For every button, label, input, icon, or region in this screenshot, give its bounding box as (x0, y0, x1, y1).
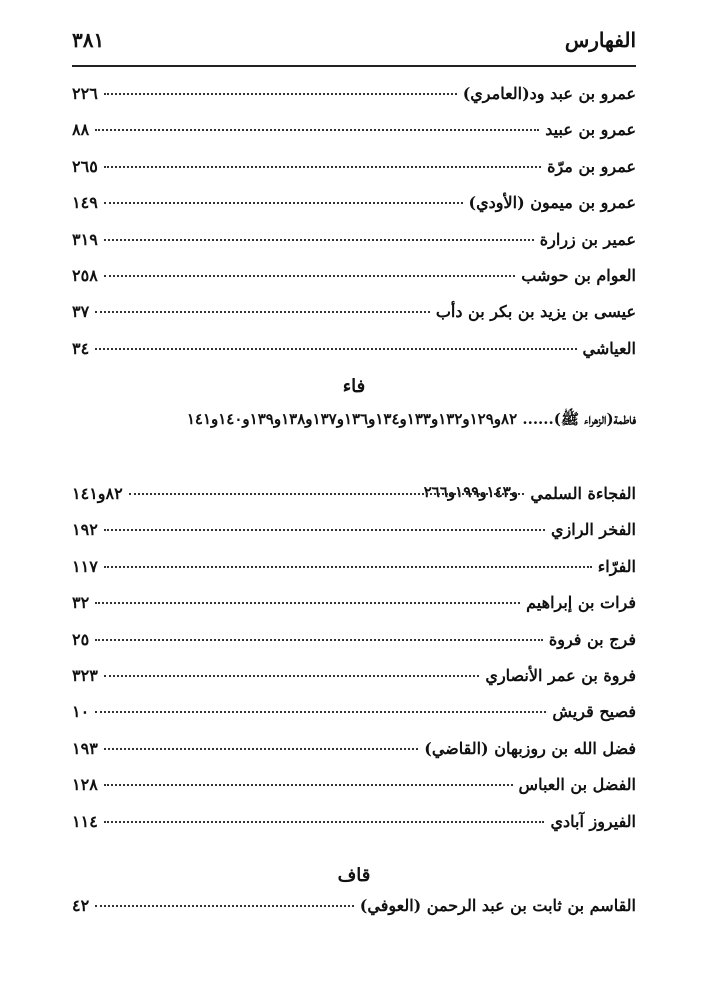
index-entry (72, 775, 636, 805)
entry-page-ref: ١١٧ (72, 556, 98, 576)
entry-name: فصيح قريش (552, 702, 636, 722)
entry-name: العوام بن حوشب (521, 266, 636, 285)
entry-name: عمرو بن عبد ود(العامري) (462, 84, 636, 103)
dot-leader (104, 93, 457, 95)
dot-leader (104, 166, 541, 168)
index-entry (72, 266, 636, 296)
dot-leader (95, 711, 546, 713)
index-entry (72, 484, 636, 514)
index-entry (72, 812, 636, 842)
section-heading-qaf: قاف (337, 865, 371, 886)
entry-name: عيسى بن يزيد بن بكر بن دأب (435, 302, 636, 322)
dot-leader (104, 275, 516, 277)
entry-name: فروة بن عمر الأنصاري (485, 666, 636, 685)
dot-leader (104, 784, 513, 786)
entry-name: الفجاءة السلمي (530, 484, 636, 503)
entry-page-ref: ٢٢٦ (72, 84, 98, 103)
running-header-title: الفهارس (564, 28, 636, 52)
index-entry (72, 666, 636, 696)
entry-page-ref: ٣١٩ (72, 229, 98, 249)
index-entry (72, 339, 636, 369)
entry-page-ref: ١٢٨ (72, 775, 98, 795)
entry-name: عمير بن زرارة (539, 229, 636, 249)
entry-name: فضل الله بن روزبهان (القاضي) (424, 738, 636, 758)
entry-name: الفضل بن العباس (518, 775, 636, 795)
index-entry (72, 230, 636, 260)
entry-page-ref: ٢٥٨ (72, 266, 98, 285)
index-entry (72, 193, 636, 223)
section-heading-faa: فاء (342, 376, 366, 397)
page-number: ٣٨١ (72, 28, 105, 52)
dot-leader (104, 202, 463, 204)
dot-leader (95, 311, 430, 313)
index-entry (72, 896, 636, 926)
dot-leader (129, 493, 525, 495)
index-entry (72, 630, 636, 660)
header-rule (72, 65, 636, 67)
entry-page-ref: ٢٥ (72, 629, 90, 649)
entry-name: عمرو بن مرّة (547, 156, 636, 176)
entry-page-ref: ٨٢و١٤١ (72, 484, 123, 503)
entry-page-ref: ١١٤ (72, 811, 98, 831)
entry-name: الفرّاء (597, 556, 636, 576)
entry-name: القاسم بن ثابت بن عبد الرحمن (العوفي) (359, 896, 636, 915)
entry-name: العياشي (582, 338, 636, 358)
dot-leader (104, 239, 534, 241)
entry-name: عمرو بن ميمون (الأودي) (468, 193, 636, 213)
entry-name: الفيروز آبادي (550, 811, 636, 831)
dot-leader (104, 675, 480, 677)
entry-name: الفخر الرازي (551, 520, 636, 540)
entry-page-ref: ٢٦٥ (72, 156, 98, 176)
entry-page-ref: ١٩٣ (72, 738, 98, 758)
entry-page-ref: ٣٢٣ (72, 666, 98, 685)
entry-page-ref: ٣٤ (72, 338, 90, 358)
index-entry (72, 593, 636, 623)
dot-leader (104, 529, 545, 531)
entry-name: عمرو بن عبيد (545, 120, 636, 140)
entry-page-ref: ١٩٢ (72, 520, 98, 540)
index-entry (72, 520, 636, 550)
index-entry (72, 557, 636, 587)
dot-leader (104, 566, 592, 568)
index-entry (72, 302, 636, 332)
dot-leader (104, 748, 418, 750)
dot-leader (104, 821, 545, 823)
entry-page-ref: ١٤٩ (72, 193, 98, 213)
dot-leader (95, 348, 576, 350)
fatima-entry-line2: و١٤٣و١٩٩و٢٦٦ (423, 483, 518, 501)
index-entry (72, 120, 636, 150)
dot-leader (95, 639, 543, 641)
entry-name: فرات بن إبراهيم (526, 593, 636, 613)
entry-page-ref: ٨٨ (72, 120, 90, 140)
index-entry (72, 157, 636, 187)
entry-page-ref: ٣٢ (72, 593, 90, 613)
index-entry (72, 702, 636, 732)
entry-page-ref: ٣٧ (72, 302, 90, 322)
entry-name: فرج بن فروة (548, 629, 636, 649)
entry-page-ref: ٤٢ (72, 896, 90, 915)
dot-leader (95, 905, 354, 907)
index-entry (72, 739, 636, 769)
dot-leader (95, 129, 539, 131)
entry-page-ref: ١٠ (72, 702, 90, 722)
dot-leader (95, 602, 520, 604)
fatima-entry-line1: فاطمة(الزهراء ﷺ)...... ٨٢و١٢٩و١٣٢و١٣٣و١٣٤و١٣٦و١٣٧و١٣٨و١٣٩و١٤٠و١٤١ (186, 410, 636, 428)
index-entry (72, 84, 636, 114)
